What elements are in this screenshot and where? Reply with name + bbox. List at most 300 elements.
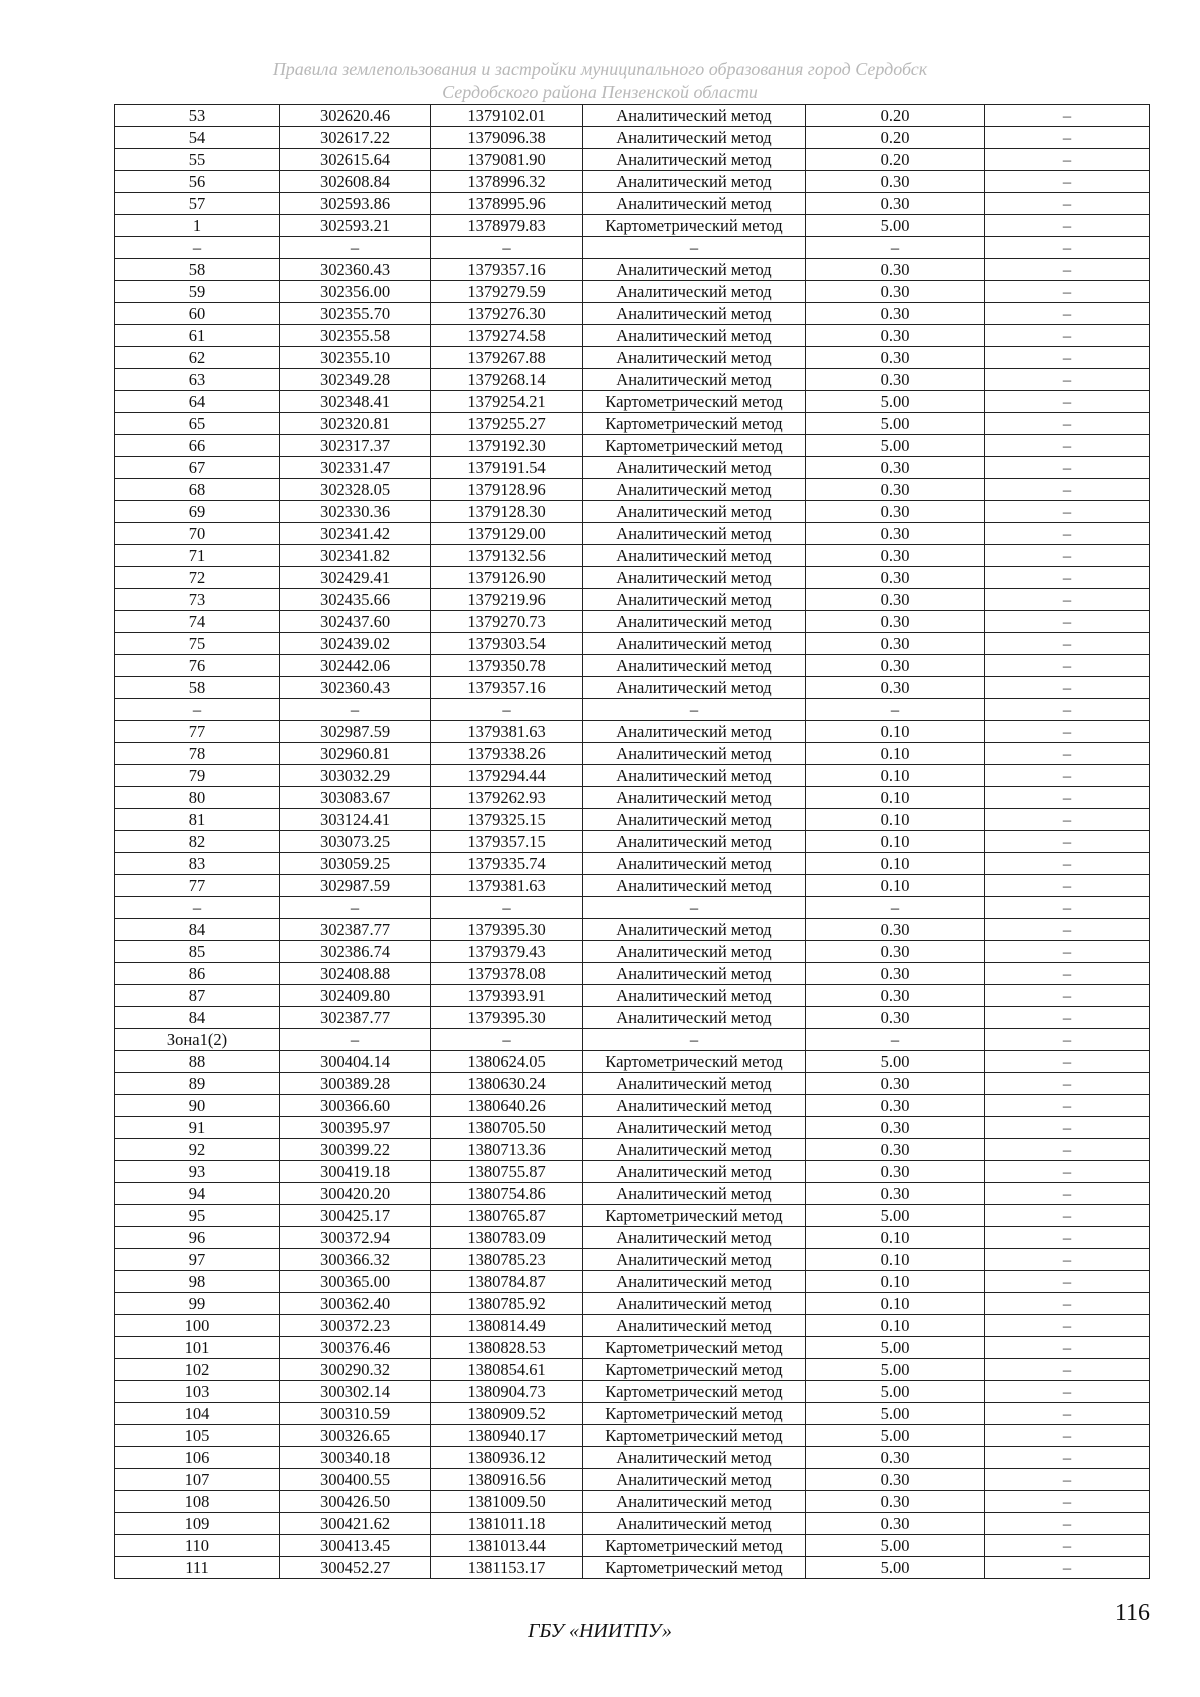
y-coordinate-cell: 1379381.63 [431,721,583,743]
description-cell: – [985,1117,1150,1139]
description-cell: – [985,1227,1150,1249]
accuracy-cell: 0.30 [806,1183,985,1205]
accuracy-cell: 5.00 [806,1535,985,1557]
description-cell: – [985,325,1150,347]
method-cell: Аналитический метод [583,149,806,171]
x-coordinate-cell: – [280,1029,431,1051]
method-cell: Аналитический метод [583,1073,806,1095]
table-row [115,1293,1150,1315]
description-cell: – [985,1337,1150,1359]
y-coordinate-cell: 1380785.23 [431,1249,583,1271]
point-number-cell: 88 [115,1051,280,1073]
point-number-cell: 55 [115,149,280,171]
accuracy-cell: 0.30 [806,1447,985,1469]
accuracy-cell: 0.10 [806,721,985,743]
method-cell: Картометрический метод [583,1557,806,1579]
x-coordinate-cell: 300400.55 [280,1469,431,1491]
y-coordinate-cell: 1379191.54 [431,457,583,479]
table-row [115,1007,1150,1029]
y-coordinate-cell: 1381153.17 [431,1557,583,1579]
x-coordinate-cell: 300389.28 [280,1073,431,1095]
method-cell: Аналитический метод [583,809,806,831]
table-row [115,1557,1150,1579]
y-coordinate-cell: 1379132.56 [431,545,583,567]
table-row [115,193,1150,215]
accuracy-cell: 5.00 [806,413,985,435]
accuracy-cell: 0.30 [806,677,985,699]
table-row [115,963,1150,985]
point-number-cell: 62 [115,347,280,369]
accuracy-cell: 0.10 [806,831,985,853]
y-coordinate-cell: 1379254.21 [431,391,583,413]
description-cell: – [985,655,1150,677]
accuracy-cell: 0.10 [806,787,985,809]
table-row [115,1249,1150,1271]
x-coordinate-cell: 302331.47 [280,457,431,479]
x-coordinate-cell: 300413.45 [280,1535,431,1557]
x-coordinate-cell: 300376.46 [280,1337,431,1359]
table-row [115,809,1150,831]
table-row [115,1513,1150,1535]
point-number-cell: 72 [115,567,280,589]
accuracy-cell: 5.00 [806,215,985,237]
method-cell: – [583,1029,806,1051]
y-coordinate-cell: 1380904.73 [431,1381,583,1403]
y-coordinate-cell: – [431,897,583,919]
x-coordinate-cell: 302328.05 [280,479,431,501]
y-coordinate-cell: 1379338.26 [431,743,583,765]
accuracy-cell: 0.30 [806,1139,985,1161]
point-number-cell: 99 [115,1293,280,1315]
x-coordinate-cell: 300404.14 [280,1051,431,1073]
description-cell: – [985,1161,1150,1183]
x-coordinate-cell: 302437.60 [280,611,431,633]
accuracy-cell: 0.30 [806,325,985,347]
description-cell: – [985,1183,1150,1205]
description-cell: – [985,413,1150,435]
accuracy-cell: 0.30 [806,457,985,479]
description-cell: – [985,611,1150,633]
accuracy-cell: 5.00 [806,1425,985,1447]
description-cell: – [985,215,1150,237]
table-row [115,325,1150,347]
description-cell: – [985,1491,1150,1513]
description-cell: – [985,1381,1150,1403]
point-number-cell: 84 [115,919,280,941]
method-cell: Аналитический метод [583,303,806,325]
description-cell: – [985,1513,1150,1535]
point-number-cell: 64 [115,391,280,413]
point-number-cell: 57 [115,193,280,215]
method-cell: Аналитический метод [583,105,806,127]
x-coordinate-cell: 300340.18 [280,1447,431,1469]
accuracy-cell: 0.30 [806,1161,985,1183]
point-number-cell: 96 [115,1227,280,1249]
description-cell: – [985,875,1150,897]
x-coordinate-cell: – [280,897,431,919]
x-coordinate-cell: 300310.59 [280,1403,431,1425]
y-coordinate-cell: 1380783.09 [431,1227,583,1249]
y-coordinate-cell: 1380784.87 [431,1271,583,1293]
point-number-cell: 103 [115,1381,280,1403]
x-coordinate-cell: 302439.02 [280,633,431,655]
point-number-cell: 61 [115,325,280,347]
description-cell: – [985,1007,1150,1029]
accuracy-cell: 0.30 [806,941,985,963]
description-cell: – [985,1271,1150,1293]
y-coordinate-cell: 1379081.90 [431,149,583,171]
method-cell: Аналитический метод [583,853,806,875]
description-cell: – [985,1029,1150,1051]
y-coordinate-cell: 1379303.54 [431,633,583,655]
point-number-cell: 87 [115,985,280,1007]
table-row [115,413,1150,435]
point-number-cell: 65 [115,413,280,435]
method-cell: Аналитический метод [583,1139,806,1161]
description-cell: – [985,699,1150,721]
description-cell: – [985,501,1150,523]
accuracy-cell: 0.30 [806,611,985,633]
description-cell: – [985,303,1150,325]
table-row [115,831,1150,853]
y-coordinate-cell: 1380630.24 [431,1073,583,1095]
accuracy-cell: 0.30 [806,1469,985,1491]
point-number-cell: 106 [115,1447,280,1469]
x-coordinate-cell: 303124.41 [280,809,431,831]
method-cell: Картометрический метод [583,1535,806,1557]
point-number-cell: 93 [115,1161,280,1183]
description-cell: – [985,347,1150,369]
point-number-cell: 95 [115,1205,280,1227]
method-cell: Аналитический метод [583,501,806,523]
accuracy-cell: 0.30 [806,369,985,391]
table-row [115,721,1150,743]
table-row [115,479,1150,501]
page-footer: ГБУ «НИИТПУ» [528,1620,672,1642]
accuracy-cell: – [806,897,985,919]
page-header [0,58,1200,104]
point-number-cell: 105 [115,1425,280,1447]
table-row [115,545,1150,567]
x-coordinate-cell: 302355.58 [280,325,431,347]
x-coordinate-cell: 302330.36 [280,501,431,523]
table-row [115,1095,1150,1117]
x-coordinate-cell: 300395.97 [280,1117,431,1139]
accuracy-cell: 0.30 [806,1491,985,1513]
accuracy-cell: 0.30 [806,985,985,1007]
y-coordinate-cell: 1379219.96 [431,589,583,611]
method-cell: Аналитический метод [583,523,806,545]
y-coordinate-cell: 1380705.50 [431,1117,583,1139]
y-coordinate-cell: 1380785.92 [431,1293,583,1315]
point-number-cell: 75 [115,633,280,655]
table-row [115,1491,1150,1513]
table-row [115,215,1150,237]
method-cell: Аналитический метод [583,743,806,765]
y-coordinate-cell: 1379294.44 [431,765,583,787]
description-cell: – [985,1447,1150,1469]
method-cell: Аналитический метод [583,1513,806,1535]
point-number-cell: 63 [115,369,280,391]
accuracy-cell: 0.10 [806,809,985,831]
table-row [115,1535,1150,1557]
x-coordinate-cell: – [280,699,431,721]
y-coordinate-cell: 1380936.12 [431,1447,583,1469]
y-coordinate-cell: – [431,237,583,259]
y-coordinate-cell: 1379255.27 [431,413,583,435]
description-cell: – [985,435,1150,457]
point-number-cell: 78 [115,743,280,765]
y-coordinate-cell: 1379274.58 [431,325,583,347]
x-coordinate-cell: 302355.10 [280,347,431,369]
method-cell: Аналитический метод [583,655,806,677]
method-cell: Аналитический метод [583,545,806,567]
description-cell: – [985,633,1150,655]
table-row [115,875,1150,897]
method-cell: Аналитический метод [583,1271,806,1293]
description-cell: – [985,1425,1150,1447]
table-row [115,567,1150,589]
x-coordinate-cell: 300366.60 [280,1095,431,1117]
point-number-cell: 89 [115,1073,280,1095]
description-cell: – [985,1535,1150,1557]
table-row [115,941,1150,963]
table-row [115,1117,1150,1139]
x-coordinate-cell: 302387.77 [280,1007,431,1029]
x-coordinate-cell: 302608.84 [280,171,431,193]
y-coordinate-cell: 1379128.30 [431,501,583,523]
coordinates-table [114,104,1150,1579]
point-number-cell: 108 [115,1491,280,1513]
description-cell: – [985,1469,1150,1491]
y-coordinate-cell: 1379128.96 [431,479,583,501]
table-row [115,435,1150,457]
y-coordinate-cell: 1379270.73 [431,611,583,633]
point-number-cell: 84 [115,1007,280,1029]
point-number-cell: 70 [115,523,280,545]
method-cell: Аналитический метод [583,1447,806,1469]
method-cell: Аналитический метод [583,765,806,787]
accuracy-cell: 0.10 [806,875,985,897]
point-number-cell: 68 [115,479,280,501]
table-row [115,1205,1150,1227]
x-coordinate-cell: 302617.22 [280,127,431,149]
point-number-cell: 110 [115,1535,280,1557]
method-cell: – [583,237,806,259]
description-cell: – [985,589,1150,611]
description-cell: – [985,721,1150,743]
table-row [115,347,1150,369]
point-number-cell: 81 [115,809,280,831]
y-coordinate-cell: 1379378.08 [431,963,583,985]
accuracy-cell: 5.00 [806,1381,985,1403]
y-coordinate-cell: 1379395.30 [431,919,583,941]
table-row [115,1139,1150,1161]
point-number-cell: 83 [115,853,280,875]
method-cell: Картометрический метод [583,1359,806,1381]
accuracy-cell: 0.30 [806,1117,985,1139]
description-cell: – [985,457,1150,479]
x-coordinate-cell: 302987.59 [280,721,431,743]
accuracy-cell: 0.30 [806,655,985,677]
x-coordinate-cell: 303032.29 [280,765,431,787]
x-coordinate-cell: 300426.50 [280,1491,431,1513]
method-cell: – [583,699,806,721]
method-cell: Аналитический метод [583,171,806,193]
y-coordinate-cell: 1379102.01 [431,105,583,127]
table-row [115,1359,1150,1381]
accuracy-cell: 0.30 [806,567,985,589]
x-coordinate-cell: 300372.23 [280,1315,431,1337]
x-coordinate-cell: 300366.32 [280,1249,431,1271]
accuracy-cell: 0.30 [806,193,985,215]
y-coordinate-cell: 1380754.86 [431,1183,583,1205]
table-row [115,1425,1150,1447]
accuracy-cell: 0.10 [806,1271,985,1293]
point-number-cell: – [115,237,280,259]
method-cell: Аналитический метод [583,325,806,347]
table-row [115,765,1150,787]
accuracy-cell: 0.20 [806,149,985,171]
x-coordinate-cell: 302987.59 [280,875,431,897]
accuracy-cell: 0.10 [806,765,985,787]
table-row [115,919,1150,941]
x-coordinate-cell: 302341.82 [280,545,431,567]
point-number-cell: Зона1(2) [115,1029,280,1051]
y-coordinate-cell: 1380940.17 [431,1425,583,1447]
y-coordinate-cell: 1379357.16 [431,259,583,281]
y-coordinate-cell: 1378996.32 [431,171,583,193]
point-number-cell: 76 [115,655,280,677]
x-coordinate-cell: 302356.00 [280,281,431,303]
description-cell: – [985,391,1150,413]
method-cell: Аналитический метод [583,127,806,149]
accuracy-cell: 0.30 [806,501,985,523]
method-cell: Аналитический метод [583,1293,806,1315]
description-cell: – [985,853,1150,875]
point-number-cell: 101 [115,1337,280,1359]
method-cell: Аналитический метод [583,369,806,391]
x-coordinate-cell: 302408.88 [280,963,431,985]
point-number-cell: 102 [115,1359,280,1381]
description-cell: – [985,171,1150,193]
y-coordinate-cell: 1379126.90 [431,567,583,589]
description-cell: – [985,919,1150,941]
y-coordinate-cell: 1379357.16 [431,677,583,699]
method-cell: Аналитический метод [583,1491,806,1513]
point-number-cell: 58 [115,677,280,699]
point-number-cell: 100 [115,1315,280,1337]
table-row [115,369,1150,391]
method-cell: Аналитический метод [583,457,806,479]
y-coordinate-cell: 1381013.44 [431,1535,583,1557]
accuracy-cell: 0.30 [806,347,985,369]
table-row [115,655,1150,677]
x-coordinate-cell: 300365.00 [280,1271,431,1293]
x-coordinate-cell: 300421.62 [280,1513,431,1535]
method-cell: Аналитический метод [583,677,806,699]
x-coordinate-cell: 302620.46 [280,105,431,127]
accuracy-cell: 5.00 [806,1403,985,1425]
y-coordinate-cell: 1380854.61 [431,1359,583,1381]
x-coordinate-cell: 302409.80 [280,985,431,1007]
x-coordinate-cell: 302355.70 [280,303,431,325]
description-cell: – [985,985,1150,1007]
point-number-cell: – [115,699,280,721]
accuracy-cell: 0.20 [806,127,985,149]
x-coordinate-cell: – [280,237,431,259]
y-coordinate-cell: 1379192.30 [431,435,583,457]
method-cell: Аналитический метод [583,1161,806,1183]
method-cell: Аналитический метод [583,567,806,589]
table-row [115,897,1150,919]
point-number-cell: 80 [115,787,280,809]
accuracy-cell: – [806,699,985,721]
description-cell: – [985,149,1150,171]
table-row [115,611,1150,633]
x-coordinate-cell: 302387.77 [280,919,431,941]
table-row [115,501,1150,523]
method-cell: Аналитический метод [583,347,806,369]
description-cell: – [985,963,1150,985]
x-coordinate-cell: 303083.67 [280,787,431,809]
description-cell: – [985,1557,1150,1579]
accuracy-cell: 0.10 [806,1249,985,1271]
description-cell: – [985,259,1150,281]
y-coordinate-cell: – [431,1029,583,1051]
accuracy-cell: 0.30 [806,1095,985,1117]
description-cell: – [985,479,1150,501]
description-cell: – [985,1139,1150,1161]
x-coordinate-cell: 302360.43 [280,677,431,699]
method-cell: Картометрический метод [583,1337,806,1359]
point-number-cell: 82 [115,831,280,853]
y-coordinate-cell: 1379262.93 [431,787,583,809]
description-cell: – [985,545,1150,567]
point-number-cell: 66 [115,435,280,457]
method-cell: Картометрический метод [583,435,806,457]
y-coordinate-cell: 1379357.15 [431,831,583,853]
method-cell: Аналитический метод [583,281,806,303]
table-row [115,171,1150,193]
x-coordinate-cell: 300372.94 [280,1227,431,1249]
y-coordinate-cell: 1379393.91 [431,985,583,1007]
table-row [115,391,1150,413]
y-coordinate-cell: 1379379.43 [431,941,583,963]
table-row [115,127,1150,149]
method-cell: Аналитический метод [583,589,806,611]
x-coordinate-cell: 300362.40 [280,1293,431,1315]
accuracy-cell: 5.00 [806,1205,985,1227]
x-coordinate-cell: 302593.86 [280,193,431,215]
method-cell: Аналитический метод [583,1249,806,1271]
y-coordinate-cell: 1380814.49 [431,1315,583,1337]
table-row [115,1073,1150,1095]
method-cell: Аналитический метод [583,919,806,941]
x-coordinate-cell: 302615.64 [280,149,431,171]
point-number-cell: 73 [115,589,280,611]
point-number-cell: 90 [115,1095,280,1117]
accuracy-cell: 5.00 [806,1337,985,1359]
x-coordinate-cell: 302386.74 [280,941,431,963]
point-number-cell: 77 [115,875,280,897]
method-cell: Картометрический метод [583,391,806,413]
method-cell: Аналитический метод [583,1095,806,1117]
x-coordinate-cell: 302360.43 [280,259,431,281]
table-row [115,457,1150,479]
accuracy-cell: 0.10 [806,743,985,765]
table-row [115,237,1150,259]
